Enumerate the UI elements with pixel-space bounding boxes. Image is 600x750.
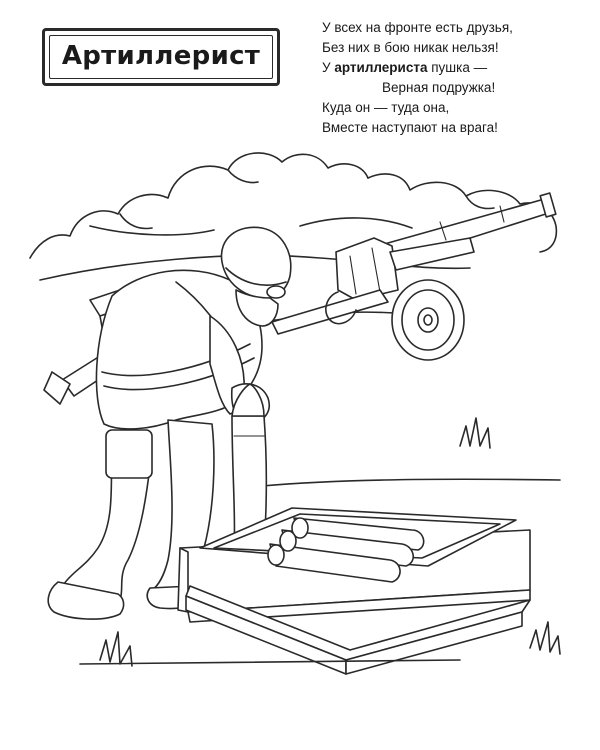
- poem-line-6: Вместе наступают на врага!: [322, 120, 498, 135]
- ammunition-crate: [178, 508, 530, 674]
- poem-line-1: У всех на фронте есть друзья,: [322, 20, 513, 35]
- poem-line-2: Без них в бою никак нельзя!: [322, 40, 499, 55]
- poem-line-3: [322, 58, 592, 78]
- hills-background: [30, 153, 556, 280]
- title-plaque: [42, 28, 280, 86]
- page-title: Артиллерист: [61, 41, 261, 71]
- poem-line-3-suffix: пушка —: [427, 60, 488, 75]
- poem: [322, 18, 592, 138]
- poem-line-3-prefix: У: [322, 60, 335, 75]
- poem-line-4: Верная подружка!: [382, 80, 496, 95]
- poem-line-5: Куда он — туда она,: [322, 100, 450, 115]
- poem-line-3-bold: артиллериста: [334, 60, 428, 75]
- artillery-cannon: [272, 193, 556, 360]
